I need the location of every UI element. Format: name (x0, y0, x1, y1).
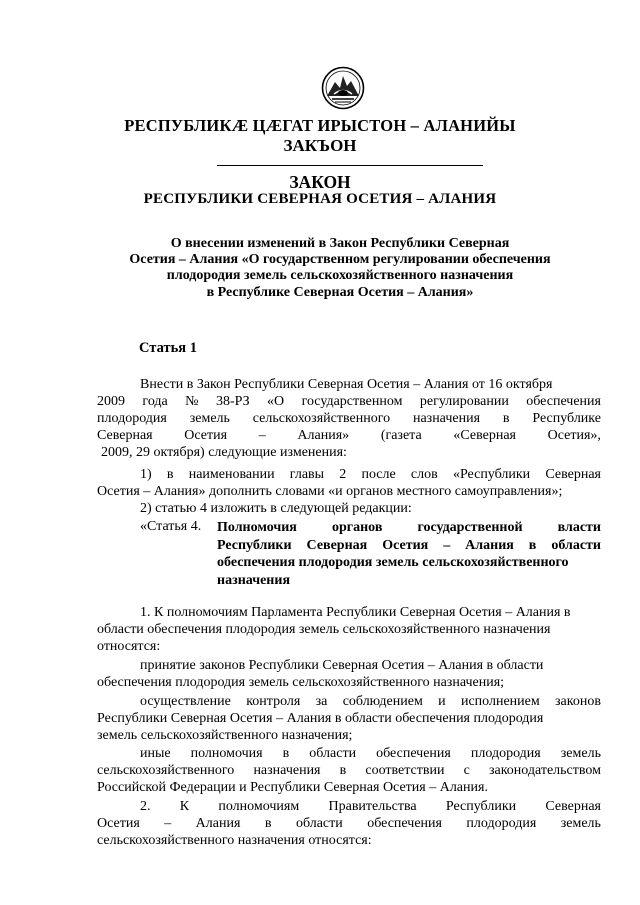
word: в (339, 763, 347, 778)
section-1c-line (97, 763, 601, 780)
section-2-line (97, 816, 601, 833)
section-1a-line: обеспечения плодородия земель сельскохозяйственного назначения; (97, 675, 505, 690)
header-law: ЗАКОН (289, 172, 351, 192)
word: в (264, 816, 272, 831)
word: Алания (465, 537, 514, 553)
word: 2009 (97, 394, 125, 409)
word: земель (560, 816, 601, 831)
word: сельскохозяйственного (97, 763, 235, 778)
word: Алания (195, 816, 241, 831)
header-ossetian-republic: РЕСПУБЛИКӔ ЦӔГАТ ИРЫСТОН – АЛАНИЙЫ (124, 116, 516, 135)
word: 2. (140, 799, 151, 814)
word: соблюдением (342, 694, 423, 709)
word: Северная (545, 799, 601, 814)
word: назначения (253, 763, 321, 778)
change-1-line: Осетия – Алания» дополнить словами «и органов местного самоуправления»; (97, 484, 563, 499)
word: после (361, 467, 396, 482)
word: за (315, 694, 328, 709)
word: сельскохозяйственного (252, 411, 391, 426)
article-4-title-line (217, 537, 601, 555)
word: Республики (217, 537, 292, 553)
article-4-title-line (217, 519, 601, 537)
word: осуществление (140, 694, 231, 709)
word: Северная (545, 467, 601, 482)
coat-of-arms-emblem (321, 66, 365, 110)
word: области (295, 816, 343, 831)
word: плодородия (466, 816, 537, 831)
word: назначения (412, 411, 481, 426)
word: главы (289, 467, 325, 482)
word: плодородия (97, 411, 167, 426)
section-1c-line: Российской Федерации и Республики Северная Осетия – Алания. (97, 780, 488, 795)
word: Северная (97, 428, 153, 443)
section-1-line: относятся: (97, 639, 161, 654)
word: К (179, 799, 190, 814)
paragraph-line: Внести в Закон Республики Северная Осетия – Алания от 16 октября (140, 377, 553, 392)
word: государственной (417, 520, 523, 535)
word: с (463, 763, 470, 778)
article-1-heading: Статья 1 (139, 340, 197, 356)
title-line: Осетия – Алания «О государственном регулировании обеспечения (129, 252, 551, 268)
section-1c-line (140, 746, 601, 763)
word: иные (140, 746, 171, 761)
paragraph-line (97, 428, 601, 445)
article-4-title-line: обеспечения плодородия земель сельскохозяйственного (217, 555, 569, 571)
word: 1) (140, 467, 152, 482)
word: обеспечения (376, 746, 451, 761)
word: в (502, 411, 510, 426)
word: Республике (532, 411, 601, 426)
word: Правительства (328, 799, 417, 814)
article-4-label: «Статья 4. (140, 519, 202, 534)
word: «Северная (453, 428, 516, 443)
header-law-ossetian: ЗАКЪОН (283, 136, 357, 155)
word: в (528, 537, 537, 553)
word: законов (555, 694, 601, 709)
word: земель (189, 411, 230, 426)
article-4-title (217, 519, 601, 589)
word: № (185, 394, 199, 409)
word: в (282, 746, 290, 761)
word: Республики (445, 799, 517, 814)
word: Осетия (97, 816, 140, 831)
word: земель (560, 746, 601, 761)
section-1b-line: земель сельскохозяйственного назначения; (97, 728, 353, 743)
word: государственном (301, 394, 403, 409)
word: в (166, 467, 174, 482)
section-2-line (140, 799, 601, 816)
word: контроля (246, 694, 301, 709)
word: регулировании (419, 394, 509, 409)
word: полномочия (190, 746, 263, 761)
word: Осетия (184, 428, 228, 443)
word: обеспечения (526, 394, 601, 409)
word: «О (267, 394, 285, 409)
word: 2 (339, 467, 347, 482)
word: года (142, 394, 168, 409)
change-2-line: 2) статью 4 изложить в следующей редакции: (140, 501, 412, 516)
section-1b-line (140, 694, 601, 711)
word: Осетия», (547, 428, 601, 443)
article-4-title-line: назначения (217, 572, 291, 588)
word: законодательством (488, 763, 601, 778)
section-1b-line: Республики Северная Осетия – Алания в области обеспечения плодородия (97, 711, 544, 726)
title-line: в Республике Северная Осетия – Алания» (206, 284, 474, 300)
word: Осетия (382, 537, 429, 553)
word: власти (557, 520, 601, 535)
word: Алания» (297, 428, 350, 443)
word: – (443, 537, 451, 553)
word: – (258, 428, 266, 443)
word: органов (331, 520, 383, 535)
paragraph-line (97, 411, 601, 428)
word: области (309, 746, 357, 761)
section-1a-line: принятие законов Республики Северная Осетия – Алания в области (140, 658, 544, 673)
word: – (164, 816, 172, 831)
section-2-line: сельскохозяйственного назначения относятся: (97, 833, 372, 848)
paragraph-line (97, 394, 601, 411)
word: полномочиям (218, 799, 300, 814)
word: 38-РЗ (215, 394, 250, 409)
word: обеспечения (367, 816, 442, 831)
word: слов (410, 467, 438, 482)
word: соответствии (365, 763, 445, 778)
word: и (438, 694, 446, 709)
header-republic: РЕСПУБЛИКИ СЕВЕРНАЯ ОСЕТИЯ – АЛАНИЯ (143, 191, 497, 207)
change-1-line (140, 467, 601, 484)
word: (газета (380, 428, 422, 443)
paragraph-line: 2009, 29 октября) следующие изменения: (101, 445, 347, 460)
section-1-line: 1. К полномочиям Парламента Республики Северная Осетия – Алания в (140, 605, 571, 620)
header-divider (217, 165, 483, 166)
title-line: О внесении изменений в Закон Республики Северная (170, 236, 510, 251)
word: «Республики (452, 467, 531, 482)
section-1-line: области обеспечения плодородия земель сельскохозяйственного назначения (97, 622, 551, 637)
word: Полномочия (217, 520, 297, 535)
word: исполнением (460, 694, 540, 709)
title-line: плодородия земель сельскохозяйственного назначения (166, 268, 514, 284)
word: области (551, 537, 601, 553)
word: наименовании (188, 467, 275, 482)
word: плодородия (470, 746, 541, 761)
word: Северная (306, 537, 368, 553)
document-title (100, 236, 580, 301)
